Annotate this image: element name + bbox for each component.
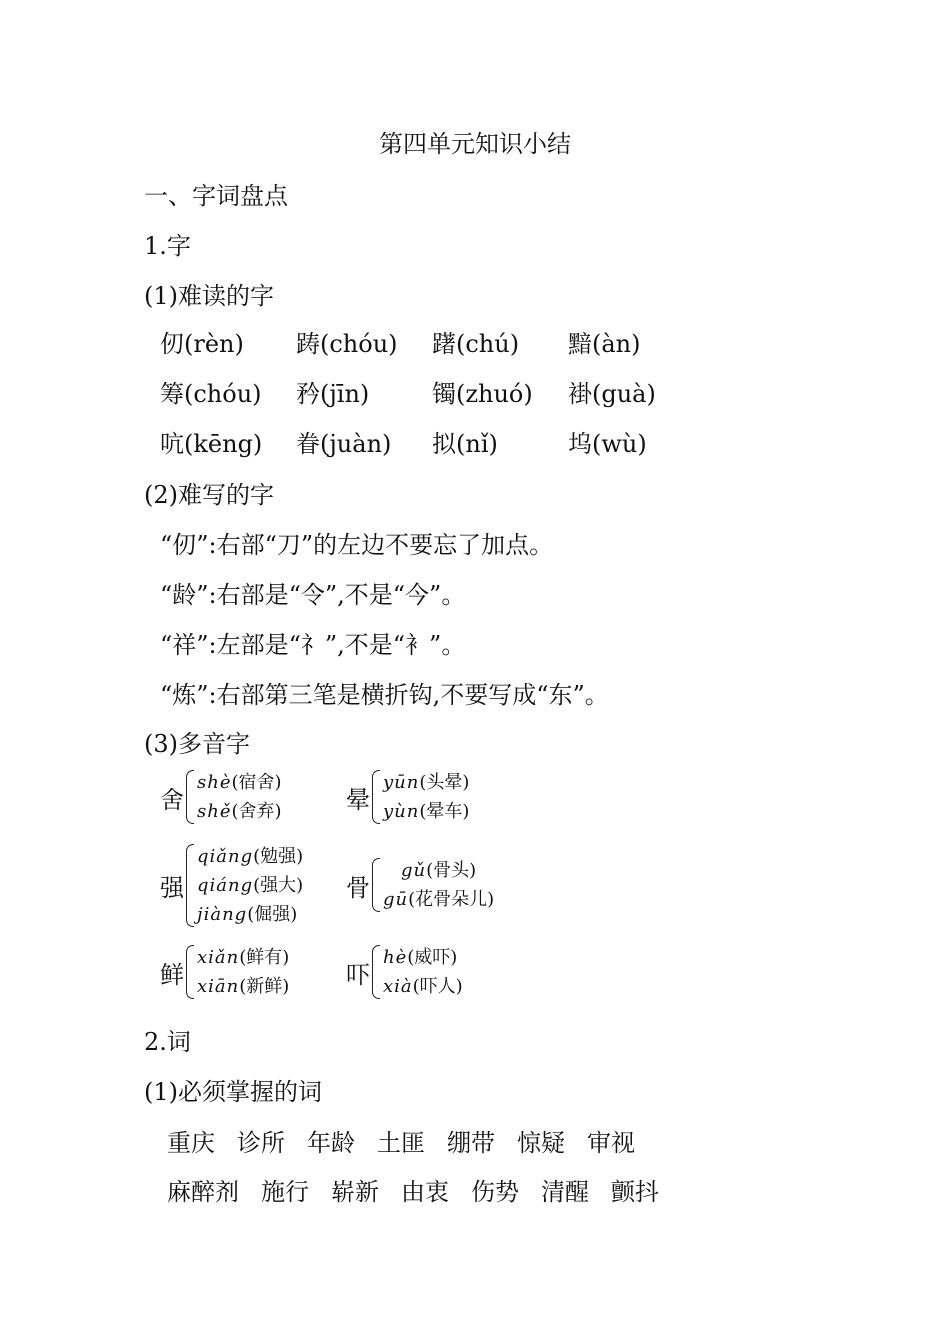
subsection-words: 2.词 <box>144 1028 191 1056</box>
subsection-characters: 1.字 <box>144 232 191 260</box>
polyphonic-group <box>160 842 303 929</box>
reading: xiǎn(鲜有) <box>197 947 290 968</box>
polyphonic-char: 骨 <box>346 873 370 902</box>
polyphonic-heading: (3)多音字 <box>144 730 250 758</box>
reading: gū(花骨朵儿) <box>383 889 495 910</box>
vocab-word: 颤抖 <box>611 1178 659 1206</box>
hard-read-item: 黯(àn) <box>568 329 641 358</box>
hard-read-grid <box>160 316 720 466</box>
polyphonic-group <box>346 856 494 914</box>
hard-read-item: 矜(jīn) <box>296 379 370 408</box>
reading: yùn(晕车) <box>383 801 470 822</box>
hard-write-note: “炼”:右部第三笔是横折钩,不要写成“东”。 <box>160 681 609 709</box>
hard-write-note: “祥”:左部是“礻”,不是“衤”。 <box>160 631 466 659</box>
section-heading-1: 一、字词盘点 <box>144 182 288 210</box>
reading: xià(吓人) <box>383 976 463 997</box>
vocab-word: 施行 <box>261 1178 309 1206</box>
vocab-word: 麻醉剂 <box>167 1178 239 1206</box>
reading: qiáng(强大) <box>197 875 304 896</box>
hard-read-row <box>160 366 720 416</box>
vocab-word: 伤势 <box>471 1178 519 1206</box>
hard-read-item: 踌(chóu) <box>296 329 398 358</box>
reading: hè(威吓) <box>383 947 458 968</box>
brace <box>372 945 380 999</box>
reading: jiàng(倔强) <box>197 904 298 925</box>
hard-read-item: 褂(guà) <box>568 379 656 408</box>
hard-read-item: 吭(kēng) <box>160 429 263 458</box>
must-words-heading: (1)必须掌握的词 <box>144 1078 322 1106</box>
word-row <box>167 1172 681 1207</box>
vocab-word: 诊所 <box>237 1129 285 1157</box>
polyphonic-group <box>346 768 469 826</box>
vocab-word: 由衷 <box>401 1178 449 1206</box>
reading: shè(宿舍) <box>197 772 282 793</box>
brace <box>186 844 194 927</box>
hard-read-item: 躇(chú) <box>432 329 520 358</box>
vocab-word: 年龄 <box>307 1129 355 1157</box>
hard-read-item: 坞(wù) <box>568 429 647 458</box>
reading: gǔ(骨头) <box>401 860 477 881</box>
reading: shě(舍弃) <box>197 801 282 822</box>
word-row <box>167 1123 657 1158</box>
brace <box>186 945 194 999</box>
page-title: 第四单元知识小结 <box>379 130 571 158</box>
polyphonic-char: 吓 <box>346 960 370 989</box>
vocab-word: 绷带 <box>447 1129 495 1157</box>
vocab-word: 土匪 <box>377 1129 425 1157</box>
hard-read-item: 仞(rèn) <box>160 329 244 358</box>
polyphonic-group <box>346 943 463 1001</box>
polyphonic-char: 强 <box>160 874 184 902</box>
hard-read-item: 筹(chóu) <box>160 379 262 408</box>
hard-write-note: “龄”:右部是“令”,不是“今”。 <box>160 581 466 609</box>
reading: xiān(新鲜) <box>197 976 290 997</box>
hard-write-heading: (2)难写的字 <box>144 481 274 509</box>
polyphonic-char: 舍 <box>160 785 184 814</box>
hard-read-row <box>160 316 720 366</box>
vocab-word: 崭新 <box>331 1178 379 1206</box>
brace <box>372 770 380 824</box>
reading: qiǎng(勉强) <box>197 846 304 867</box>
vocab-word: 惊疑 <box>517 1129 565 1157</box>
brace <box>372 858 380 912</box>
polyphonic-group <box>160 943 289 1001</box>
vocab-word: 清醒 <box>541 1178 589 1206</box>
polyphonic-char: 晕 <box>346 785 370 814</box>
hard-read-item: 镯(zhuó) <box>432 379 533 408</box>
hard-read-row <box>160 416 720 466</box>
brace <box>186 770 194 824</box>
vocab-word: 审视 <box>587 1129 635 1157</box>
hard-read-heading: (1)难读的字 <box>144 282 274 310</box>
polyphonic-group <box>160 768 282 826</box>
hard-read-item: 拟(nǐ) <box>432 429 498 458</box>
vocab-word: 重庆 <box>167 1129 215 1157</box>
hard-read-item: 眷(juàn) <box>296 429 392 458</box>
polyphonic-char: 鲜 <box>160 960 184 989</box>
hard-write-note: “仞”:右部“刀”的左边不要忘了加点。 <box>160 531 554 559</box>
reading: yūn(头晕) <box>383 772 470 793</box>
